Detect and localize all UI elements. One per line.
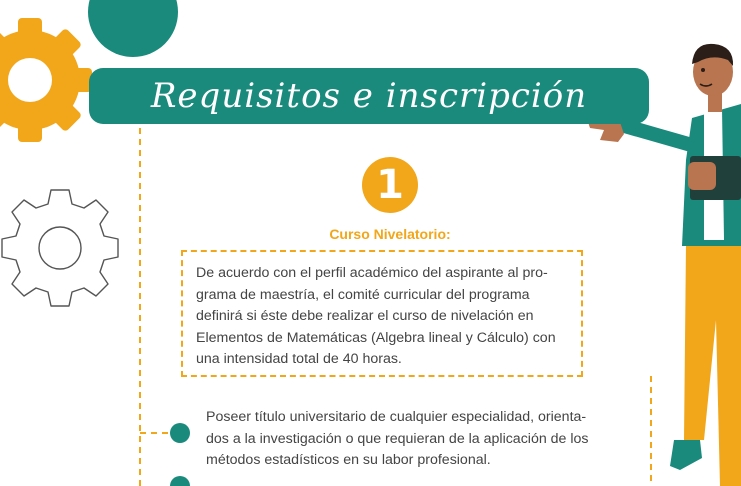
bullet-dot: [170, 423, 190, 443]
requirement-line: métodos estadísticos en su labor profesional.: [206, 452, 491, 468]
step-number-badge: 1: [362, 157, 418, 213]
requirement-line: dos a la investigación o que requieran de la aplicación de los: [206, 430, 589, 447]
pie-chart-icon: [88, 0, 178, 57]
info-line: una intensidad total de 40 horas.: [196, 351, 402, 367]
section-heading: Curso Nivelatorio:: [329, 226, 451, 242]
info-box: [181, 250, 583, 377]
gear-icon: [0, 18, 92, 142]
outline-gear-icon: [2, 190, 118, 306]
info-line: Elementos de Matemáticas (Algebra lineal y Cálculo) con: [196, 329, 556, 346]
bullet-dot-2: [170, 476, 190, 486]
requirement-line: Poseer título universitario de cualquier especialidad, orienta-: [206, 409, 587, 425]
info-line: grama de maestría, el comité curricular del programa: [196, 286, 530, 303]
requirement-item: [206, 407, 616, 472]
title-banner: [89, 68, 649, 124]
page-title: Requisitos e inscripción: [150, 76, 588, 116]
info-line: De acuerdo con el perfil académico del aspirante al pro-: [196, 265, 548, 281]
info-line: definirá si éste debe realizar el curso de nivelación en: [196, 308, 534, 324]
